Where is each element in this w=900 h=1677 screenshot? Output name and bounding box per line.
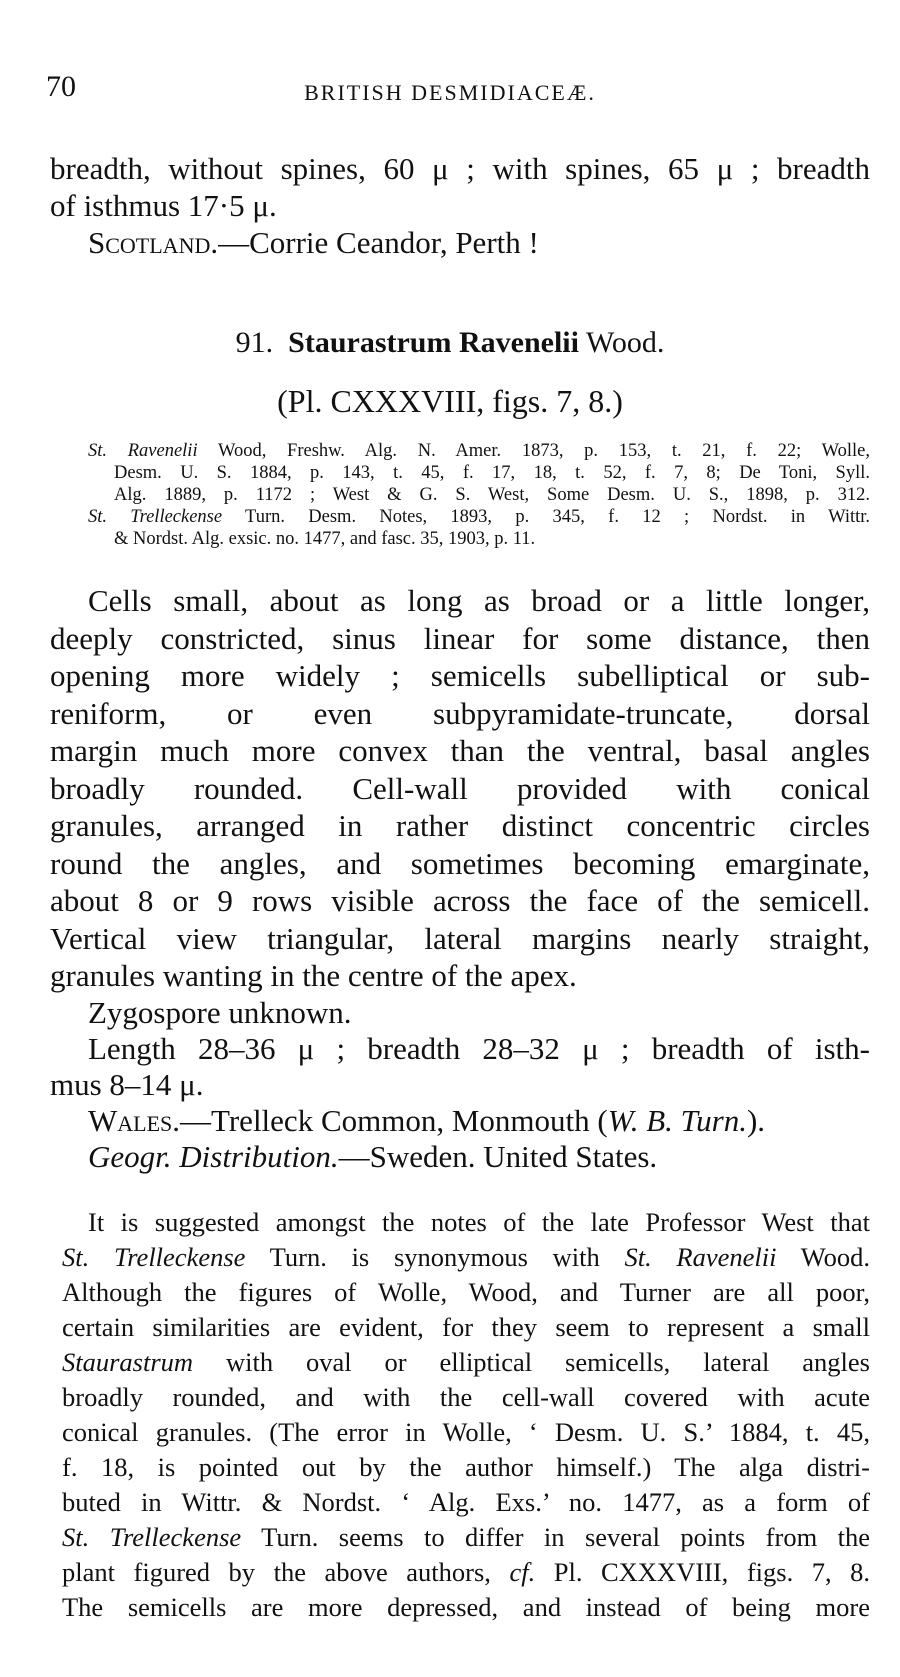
note-text: Wood. (776, 1242, 870, 1272)
note-line (62, 1240, 870, 1275)
note-text: buted in Wittr. & Nordst. ‘ Alg. Exs.’ no. 1477, as a form of (62, 1487, 870, 1517)
description-line: deeply constricted, sinus linear for some distance, then (50, 620, 870, 656)
description-line: Vertical view triangular, lateral margins nearly straight, (50, 920, 870, 956)
zygospore-note: Zygospore unknown. (88, 995, 352, 1030)
species-heading (0, 326, 900, 360)
description-line: reniform, or even subpyramidate-truncate, dorsal (50, 695, 870, 731)
note-text: Although the figures of Wolle, Wood, and Turner are all poor, (62, 1277, 870, 1307)
note-italic-text: Staurastrum (62, 1347, 194, 1377)
note-text: Turn. seems to differ in several points from the (241, 1522, 870, 1552)
description-line: opening more widely ; semicells subelliptical or sub- (50, 658, 870, 693)
locality-detail: .—Corrie Ceandor, Perth ! (210, 225, 539, 260)
synonym-citation: Alg. 1889, p. 1172 ; West & G. S. West, Some Desm. U. S., 1898, p. 312. (114, 485, 870, 505)
description-block (50, 582, 870, 995)
note-italic-text: St. Trelleckense (62, 1242, 246, 1272)
note-text: certain similarities are evident, for they seem to represent a small (62, 1312, 870, 1342)
details-block (50, 995, 870, 1175)
synonymy-line (88, 506, 870, 528)
running-title: BRITISH DESMIDIACEÆ. (304, 80, 596, 105)
species-name: Staurastrum Ravenelii (288, 326, 579, 359)
note-line (62, 1520, 870, 1555)
species-number: 91. (235, 326, 274, 359)
description-line: about 8 or 9 rows visible across the face of the semicell. (50, 883, 870, 918)
page-header (46, 70, 854, 110)
note-line (62, 1590, 870, 1625)
continued-text (50, 150, 870, 261)
note-text: The semicells are more depressed, and instead of being more (62, 1592, 870, 1622)
note-line (62, 1415, 870, 1450)
geographic-distribution (50, 1139, 870, 1175)
note-line (62, 1345, 870, 1380)
note-line (62, 1485, 870, 1520)
wales-locality (50, 1103, 870, 1139)
note-text: plant figured by the above authors, (62, 1557, 510, 1587)
note-italic-text: St. Trelleckense (62, 1522, 242, 1552)
note-line (62, 1450, 870, 1485)
synonym-citation: Turn. Desm. Notes, 1893, p. 345, f. 12 ; Nordst. in Wittr. (222, 507, 871, 527)
note-line (62, 1310, 870, 1345)
measurements-line-2: mus 8–14 μ. (50, 1067, 204, 1102)
synonym-taxon: St. Ravenelii (88, 441, 198, 461)
note-text: It is suggested amongst the notes of the late Professor West that (88, 1207, 870, 1237)
description-line: granules wanting in the centre of the apex. (50, 958, 577, 993)
note-text: f. 18, is pointed out by the author himself.) The alga distri- (62, 1452, 870, 1482)
synonymy-line (88, 462, 870, 484)
note-line (62, 1275, 870, 1310)
synonym-citation: Desm. U. S. 1884, p. 143, t. 45, f. 17, 18, t. 52, f. 7, 8; De Toni, Syll. (114, 463, 870, 483)
wales-collector: W. B. Turn. (607, 1103, 747, 1138)
synonymy-line (88, 528, 870, 550)
continued-line-1: breadth, without spines, 60 μ ; with spines, 65 μ ; breadth (50, 151, 870, 186)
note-text: broadly rounded, and with the cell-wall covered with acute (62, 1382, 870, 1412)
description-line: margin much more convex than the ventral, basal angles (50, 733, 870, 768)
distribution-label: Geogr. Distribution. (88, 1139, 339, 1174)
note-text: conical granules. (The error in Wolle, ‘ Desm. U. S.’ 1884, t. 45, (62, 1417, 870, 1447)
note-text: with oval or elliptical semicells, lateral angles (193, 1347, 870, 1377)
synonym-taxon: St. Trelleckense (88, 507, 223, 527)
note-paragraph (62, 1205, 870, 1625)
synonym-citation: Wood, Freshw. Alg. N. Amer. 1873, p. 153, t. 21, f. 22; Wolle, (197, 441, 870, 461)
note-text: Turn. is synonymous with (245, 1242, 625, 1272)
description-line: granules, arranged in rather distinct concentric circles (50, 808, 870, 843)
synonymy-line (88, 484, 870, 506)
note-italic-text: St. Ravenelii (624, 1242, 777, 1272)
note-line (62, 1205, 870, 1240)
note-line (62, 1380, 870, 1415)
locality-region: Scotland (88, 225, 211, 260)
species-author: Wood. (585, 326, 665, 359)
description-line: round the angles, and sometimes becoming emarginate, (50, 845, 870, 881)
synonymy-block (88, 440, 870, 550)
page-number: 70 (46, 70, 76, 103)
wales-close: ). (746, 1103, 766, 1138)
wales-region: Wales (88, 1103, 173, 1138)
continued-line-2: of isthmus 17·5 μ. (50, 188, 277, 223)
description-line: broadly rounded. Cell-wall provided with conical (50, 770, 870, 806)
note-line (62, 1555, 870, 1590)
synonym-citation: & Nordst. Alg. exsic. no. 1477, and fasc. 35, 1903, p. 11. (114, 529, 536, 549)
wales-detail: .—Trelleck Common, Monmouth ( (172, 1103, 608, 1138)
note-italic-text: cf. (509, 1557, 536, 1587)
synonymy-line (88, 440, 870, 462)
distribution-detail: —Sweden. United States. (338, 1139, 658, 1174)
plate-reference: (Pl. CXXXVIII, figs. 7, 8.) (277, 383, 623, 419)
scotland-locality (50, 224, 870, 261)
measurements-line-1: Length 28–36 μ ; breadth 28–32 μ ; breadth of isth- (88, 1031, 870, 1066)
note-text: Pl. CXXXVIII, figs. 7, 8. (535, 1557, 870, 1587)
description-line: Cells small, about as long as broad or a little longer, (88, 583, 870, 618)
